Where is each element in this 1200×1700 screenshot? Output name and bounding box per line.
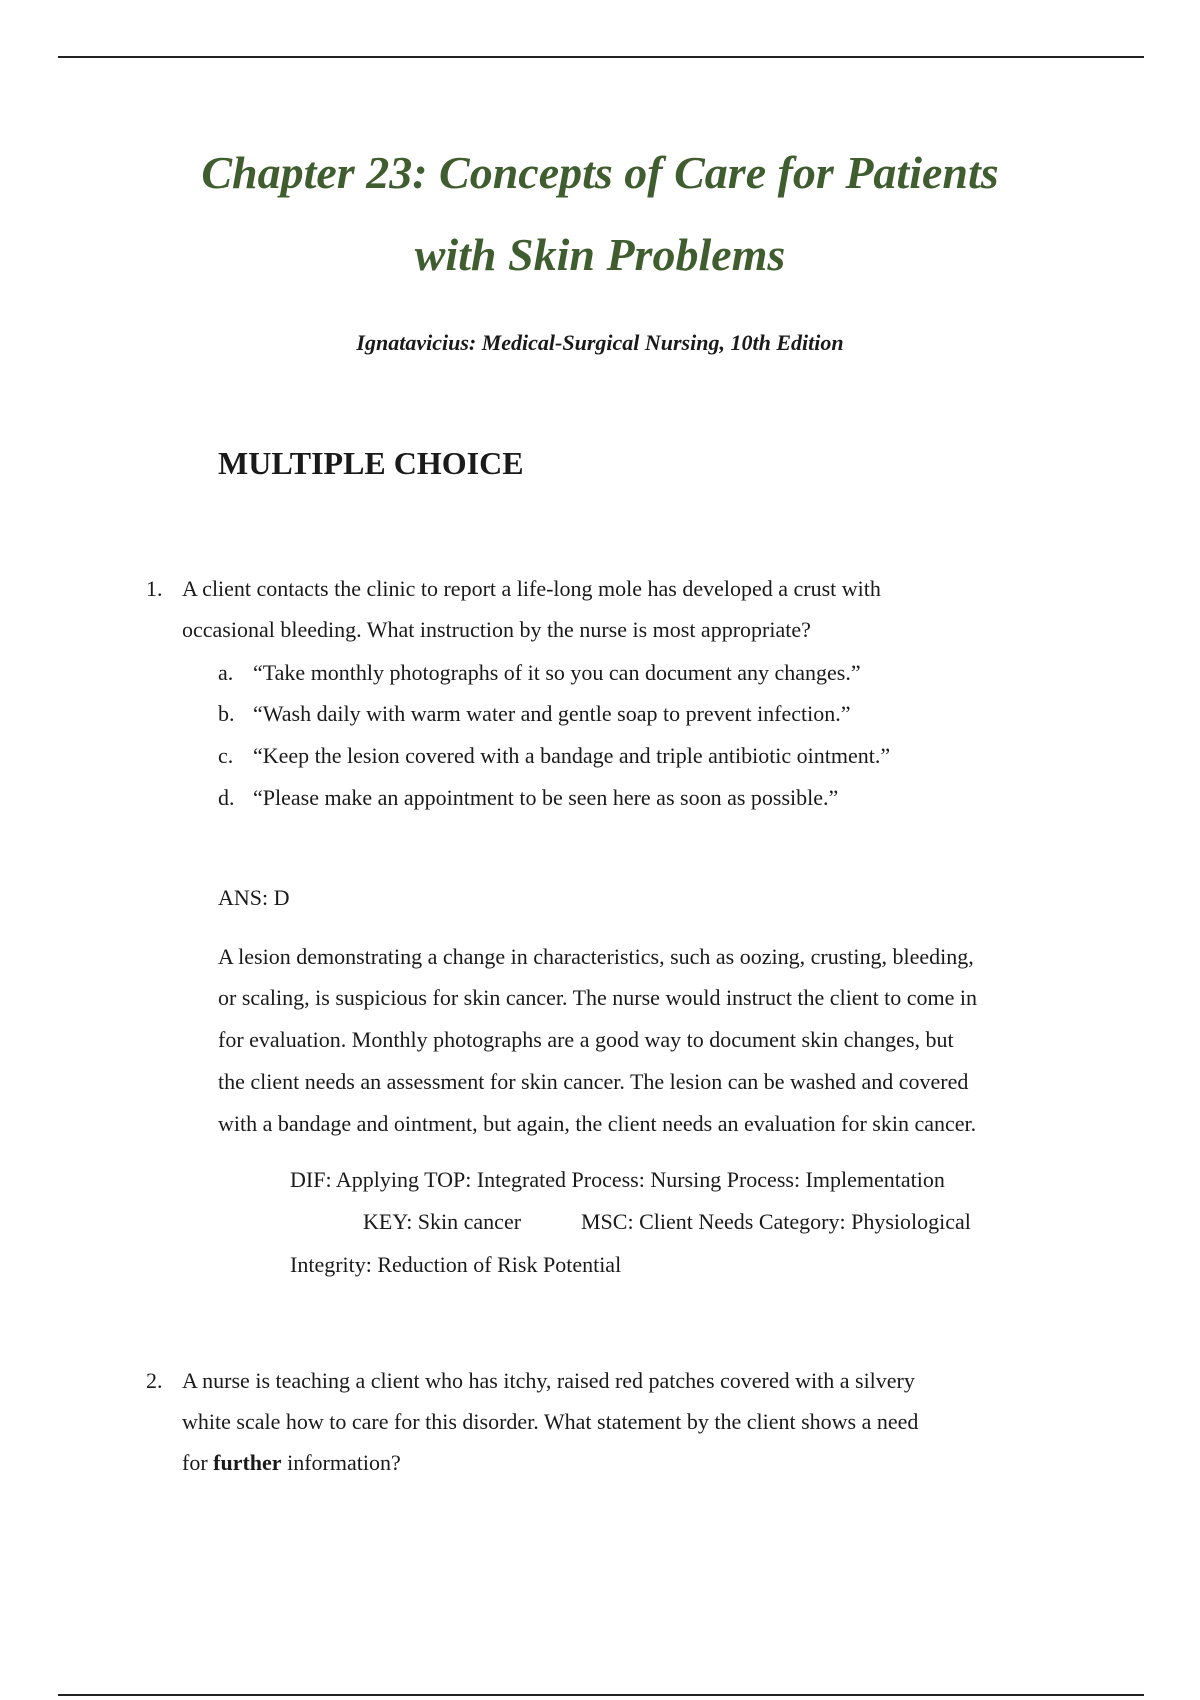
question-stem-line-last — [182, 1450, 401, 1476]
question-stem-line: A nurse is teaching a client who has itchy, raised red patches covered with a silvery — [182, 1368, 915, 1393]
question-stem-line: A client contacts the clinic to report a life-long mole has developed a crust with — [182, 576, 881, 601]
rationale-line: A lesion demonstrating a change in characteristics, such as oozing, crusting, bleeding, — [218, 944, 974, 969]
rationale-line: with a bandage and ointment, but again, the client needs an evaluation for skin cancer. — [218, 1111, 977, 1136]
option-text: “Wash daily with warm water and gentle soap to prevent infection.” — [253, 701, 851, 726]
emphasized-word: further — [213, 1450, 282, 1475]
option-text: “Take monthly photographs of it so you can document any changes.” — [253, 660, 861, 685]
option-letter: b. — [218, 701, 235, 726]
option-letter: c. — [218, 743, 234, 768]
section-heading: MULTIPLE CHOICE — [218, 445, 524, 481]
bottom-rule — [58, 1694, 1144, 1696]
option-letter: a. — [218, 660, 234, 685]
book-subtitle: Ignatavicius: Medical-Surgical Nursing, 10th Edition — [356, 330, 844, 355]
rationale-line: for evaluation. Monthly photographs are a good way to document skin changes, but — [218, 1027, 954, 1052]
option-text: “Keep the lesion covered with a bandage and triple antibiotic ointment.” — [253, 743, 891, 768]
top-rule — [58, 56, 1144, 58]
answer-key: ANS: D — [218, 885, 290, 910]
stem-prefix: for — [182, 1450, 208, 1475]
msc-category: MSC: Client Needs Category: Physiological — [581, 1209, 971, 1234]
difficulty-topic: DIF: Applying TOP: Integrated Process: Nursing Process: Implementation — [290, 1167, 945, 1192]
rationale-line: the client needs an assessment for skin cancer. The lesion can be washed and covered — [218, 1069, 969, 1094]
option-text: “Please make an appointment to be seen here as soon as possible.” — [253, 785, 839, 810]
question-stem-line: occasional bleeding. What instruction by the nurse is most appropriate? — [182, 617, 811, 642]
chapter-title-line-2: with Skin Problems — [414, 229, 786, 280]
question-number: 1. — [146, 576, 163, 601]
rationale-line: or scaling, is suspicious for skin cancer. The nurse would instruct the client to come in — [218, 985, 978, 1010]
option-letter: d. — [218, 785, 235, 810]
question-stem-line: white scale how to care for this disorder. What statement by the client shows a need — [182, 1409, 919, 1434]
key-topic: KEY: Skin cancer — [363, 1209, 522, 1234]
chapter-title-line-1: Chapter 23: Concepts of Care for Patients — [201, 147, 999, 198]
msc-integrity: Integrity: Reduction of Risk Potential — [290, 1252, 622, 1277]
question-number: 2. — [146, 1368, 163, 1393]
stem-suffix: information? — [287, 1450, 401, 1475]
